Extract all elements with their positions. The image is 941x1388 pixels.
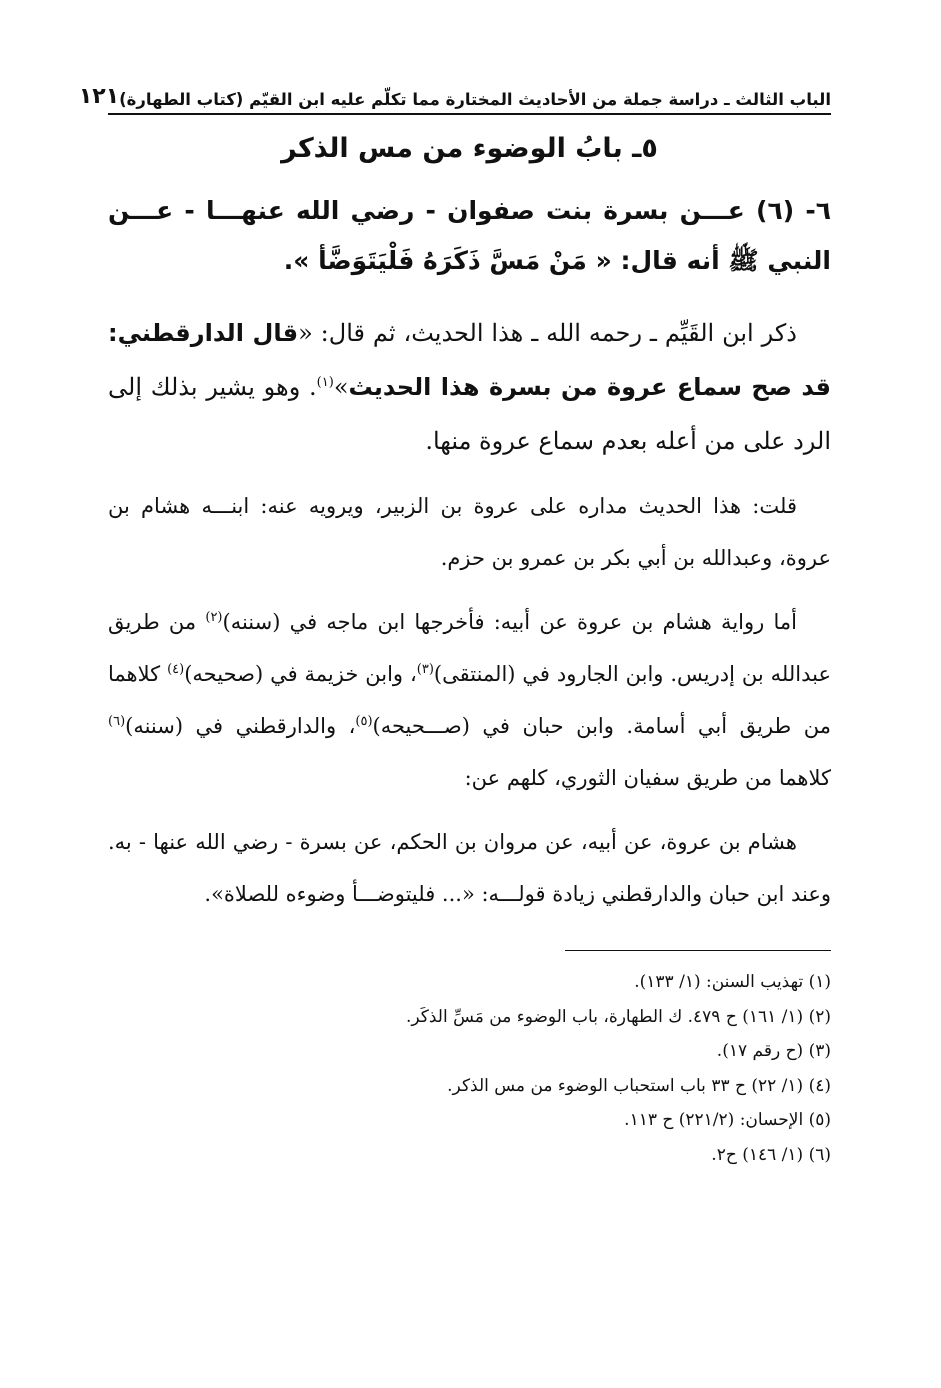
paragraph-text: كلاهما من طريق أبي أسامة. وابن حبان في (صـــحيحه)	[108, 662, 831, 738]
footnotes-list	[108, 965, 831, 1172]
footnote-ref[interactable]: (١)	[316, 375, 334, 390]
paragraph-text: . وهو يشير بذلك إلى الرد على من أعله بعدم سماع عروة منها.	[108, 373, 831, 455]
hadith-text: ٦- (٦) عـــن بسرة بنت صفوان - رضي الله عنهـــا - عـــن النبي ﷺ أنه قال: « مَنْ مَسَّ ذَكَرَهُ فَلْيَتَوَضَّأ ».	[108, 196, 831, 275]
running-header-title: الباب الثالث ـ دراسة جملة من الأحاديث المختارة مما تكلّم عليه ابن القيّم (كتاب الطهارة)	[119, 90, 831, 109]
footnote-ref[interactable]: (٦)	[108, 714, 126, 729]
daraqutni-quote: قال الدارقطني: قد صح سماع عروة من بسرة هذا الحديث	[108, 319, 831, 401]
footnote-ref[interactable]: (٤)	[167, 662, 185, 677]
footnote-item: (٣) (ح رقم ١٧).	[716, 1041, 831, 1061]
paragraph-isnad: قلت: هذا الحديث مداره على عروة بن الزبير، ويرويه عنه: ابنـــه هشام بن عروة، وعبدالله بن أبي بكر بن عمرو بن حزم.	[108, 494, 831, 570]
footnote-ref[interactable]: (٥)	[355, 714, 373, 729]
running-header	[78, 84, 831, 115]
paragraph-text: أما رواية هشام بن عروة عن أبيه: فأخرجها ابن ماجه في (سننه)	[222, 610, 797, 634]
paragraph-text: من طريق عبدالله بن إدريس. وابن الجارود في (المنتقى)	[108, 610, 831, 686]
footnote-divider	[565, 950, 831, 951]
chapter-title: ٥ـ بابُ الوضوء من مس الذكر	[281, 133, 658, 164]
page-number: ١٢١	[78, 84, 120, 109]
paragraph-text: ، والدارقطني في (سننه)	[125, 714, 356, 738]
paragraph-chain: هشام بن عروة، عن أبيه، عن مروان بن الحكم، عن بسرة - رضي الله عنها - به. وعند ابن حبان والدارقطني زيادة قولـــه: «... فليتوضـــأ وضوءه للصلاة».	[108, 830, 831, 906]
footnote-item: (٦) (١/ ١٤٦) ح٢.	[711, 1144, 831, 1165]
paragraph-text: كلاهما من طريق سفيان الثوري، كلهم عن:	[464, 766, 831, 790]
footnote-item: (٥) الإحسان: (٢٢١/٢) ح ١١٣.	[624, 1110, 831, 1130]
footnote-ref[interactable]: (٣)	[416, 662, 434, 677]
paragraph-text: ذكر ابن القَيِّم ـ رحمه الله ـ هذا الحديث، ثم قال: «	[298, 319, 797, 347]
footnote-item: (٤) (١/ ٢٢) ح ٣٣ باب استحباب الوضوء من مس الذكر.	[447, 1075, 831, 1096]
paragraph-text: »	[333, 373, 349, 401]
paragraph-ibn-qayyim	[108, 306, 831, 468]
paragraph-hisham-narration	[108, 596, 831, 804]
footnote-ref[interactable]: (٢)	[205, 610, 223, 625]
footnote-item: (٢) (١/ ١٦١) ح ٤٧٩. ك الطهارة، باب الوضوء من مَسِّ الذكَر.	[405, 1006, 831, 1027]
paragraph-text: ، وابن خزيمة في (صحيحه)	[184, 662, 417, 686]
footnote-item: (١) تهذيب السنن: (١/ ١٣٣).	[634, 972, 831, 992]
